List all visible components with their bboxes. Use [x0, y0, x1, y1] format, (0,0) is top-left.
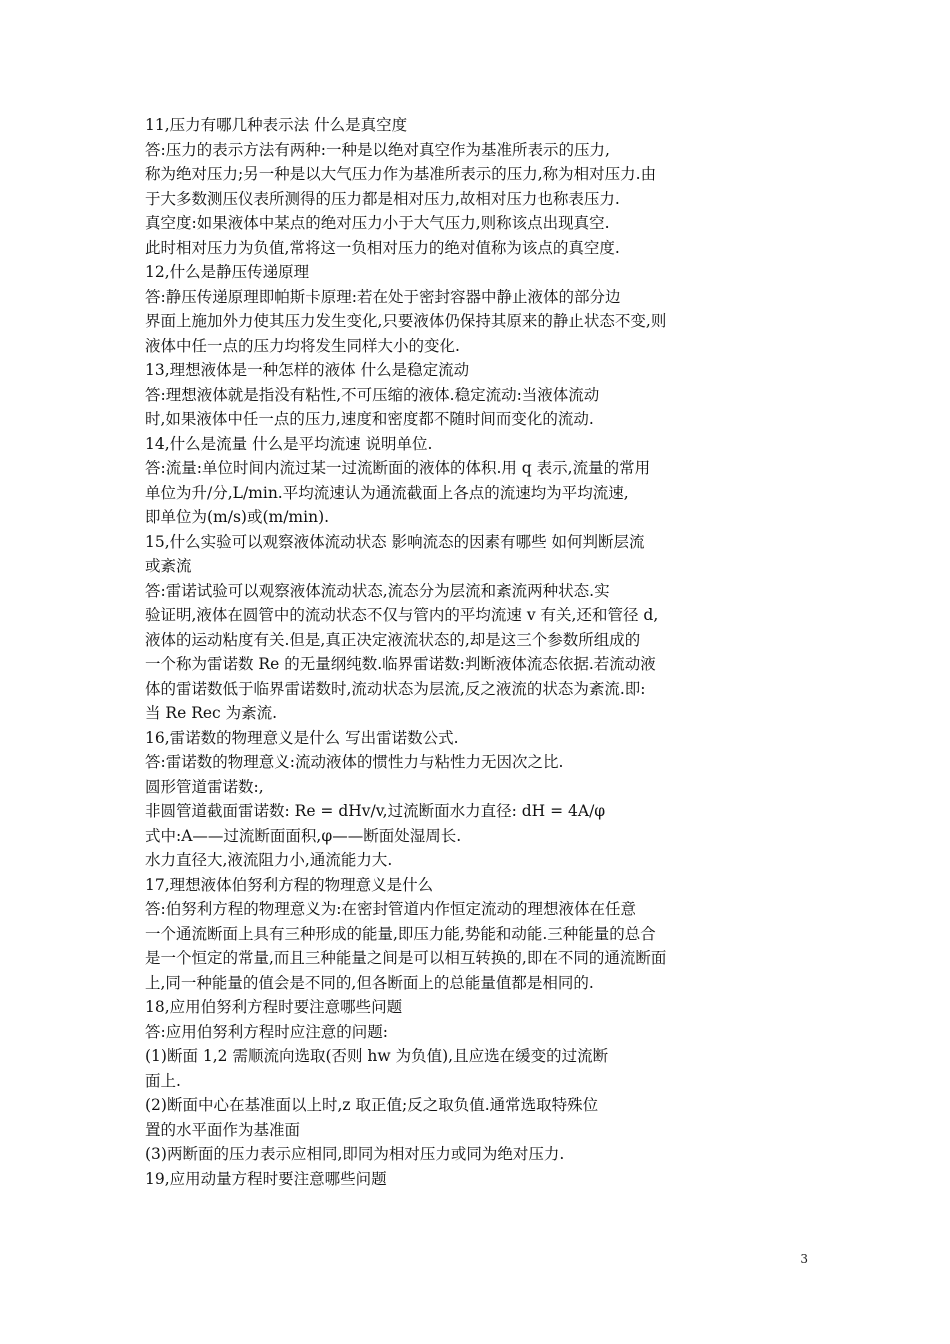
question-13-heading: 13,理想液体是一种怎样的液体 什么是稳定流动 — [145, 361, 470, 379]
answer-12-line-3: 液体中任一点的压力均将发生同样大小的变化. — [145, 336, 460, 355]
answer-18-line-3: 面上. — [145, 1071, 181, 1090]
answer-18-line-6: (3)两断面的压力表示应相同,即同为相对压力或同为绝对压力. — [145, 1145, 565, 1163]
question-12-heading: 12,什么是静压传递原理 — [145, 263, 310, 281]
answer-18-line-1: 答:应用伯努利方程时应注意的问题: — [145, 1022, 388, 1041]
answer-17-line-4: 上,同一种能量的值会是不同的,但各断面上的总能量值都是相同的. — [145, 973, 594, 992]
question-17-heading: 17,理想液体伯努利方程的物理意义是什么 — [145, 875, 434, 894]
answer-17-line-3: 是一个恒定的常量,而且三种能量之间是可以相互转换的,即在不同的通流断面 — [145, 949, 667, 967]
question-18-heading: 18,应用伯努利方程时要注意哪些问题 — [145, 998, 403, 1016]
answer-15-line-5: 体的雷诺数低于临界雷诺数时,流动状态为层流,反之液流的状态为紊流.即: — [145, 679, 646, 698]
answer-11-line-2: 称为绝对压力;另一种是以大气压力作为基准所表示的压力,称为相对压力.由 — [145, 165, 657, 183]
answer-17-line-2: 一个通流断面上具有三种形成的能量,即压力能,势能和动能.三种能量的总合 — [145, 924, 656, 943]
answer-12-line-2: 界面上施加外力使其压力发生变化,只要液体仍保持其原来的静止状态不变,则 — [145, 312, 667, 330]
question-14-heading: 14,什么是流量 什么是平均流速 说明单位. — [145, 434, 433, 453]
answer-16-line-4: 式中:A——过流断面面积,φ——断面处湿周长. — [145, 826, 462, 845]
answer-14-line-1: 答:流量:单位时间内流过某一过流断面的液体的体积.用 q 表示,流量的常用 — [145, 459, 651, 477]
answer-16-line-1: 答:雷诺数的物理意义:流动液体的惯性力与粘性力无因次之比. — [145, 753, 564, 771]
answer-15-line-2: 验证明,液体在圆管中的流动状态不仅与管内的平均流速 v 有关,还和管径 d, — [145, 606, 659, 624]
answer-17-line-1: 答:伯努利方程的物理意义为:在密封管道内作恒定流动的理想液体在任意 — [145, 900, 636, 918]
answer-14-line-3: 即单位为(m/s)或(m/min). — [145, 508, 330, 526]
answer-15-line-1: 答:雷诺试验可以观察液体流动状态,流态分为层流和紊流两种状态.实 — [145, 581, 610, 600]
answer-15-line-6: 当 Re Rec 为紊流. — [145, 704, 278, 722]
body-text — [145, 113, 785, 1191]
answer-14-line-2: 单位为升/分,L/min.平均流速认为通流截面上各点的流速均为平均流速, — [145, 483, 629, 502]
answer-11-line-3: 于大多数测压仪表所测得的压力都是相对压力,故相对压力也称表压力. — [145, 189, 620, 208]
answer-16-line-2: 圆形管道雷诺数:, — [145, 777, 264, 796]
answer-11-line-5: 此时相对压力为负值,常将这一负相对压力的绝对值称为该点的真空度. — [145, 238, 620, 257]
page-number: 3 — [800, 1252, 808, 1266]
answer-13-line-2: 时,如果液体中任一点的压力,速度和密度都不随时间而变化的流动. — [145, 410, 594, 428]
question-11-heading: 11,压力有哪几种表示法 什么是真空度 — [145, 116, 408, 134]
answer-18-line-2: (1)断面 1,2 需顺流向选取(否则 hw 为负值),且应选在缓变的过流断 — [145, 1047, 609, 1065]
answer-18-line-5: 置的水平面作为基准面 — [145, 1120, 301, 1139]
answer-16-line-5: 水力直径大,液流阻力小,通流能力大. — [145, 851, 393, 869]
answer-16-line-3: 非圆管道截面雷诺数: Re = dHv/v,过流断面水力直径: dH = 4A/φ — [145, 802, 606, 820]
question-19-heading: 19,应用动量方程时要注意哪些问题 — [145, 1169, 387, 1188]
question-16-heading: 16,雷诺数的物理意义是什么 写出雷诺数公式. — [145, 728, 459, 747]
answer-15-line-4: 一个称为雷诺数 Re 的无量纲纯数.临界雷诺数:判断液体流态依据.若流动液 — [145, 655, 656, 673]
question-15-heading-line-1: 15,什么实验可以观察液体流动状态 影响流态的因素有哪些 如何判断层流 — [145, 532, 645, 551]
answer-11-line-1: 答:压力的表示方法有两种:一种是以绝对真空作为基准所表示的压力, — [145, 140, 610, 159]
answer-13-line-1: 答:理想液体就是指没有粘性,不可压缩的液体.稳定流动:当液体流动 — [145, 385, 600, 404]
answer-11-line-4: 真空度:如果液体中某点的绝对压力小于大气压力,则称该点出现真空. — [145, 214, 610, 232]
answer-15-line-3: 液体的运动粘度有关.但是,真正决定液流状态的,却是这三个参数所组成的 — [145, 630, 641, 649]
question-15-heading-line-2: 或紊流 — [145, 557, 192, 575]
answer-12-line-1: 答:静压传递原理即帕斯卡原理:若在处于密封容器中静止液体的部分边 — [145, 287, 621, 306]
answer-18-line-4: (2)断面中心在基准面以上时,z 取正值;反之取负值.通常选取特殊位 — [145, 1096, 599, 1114]
